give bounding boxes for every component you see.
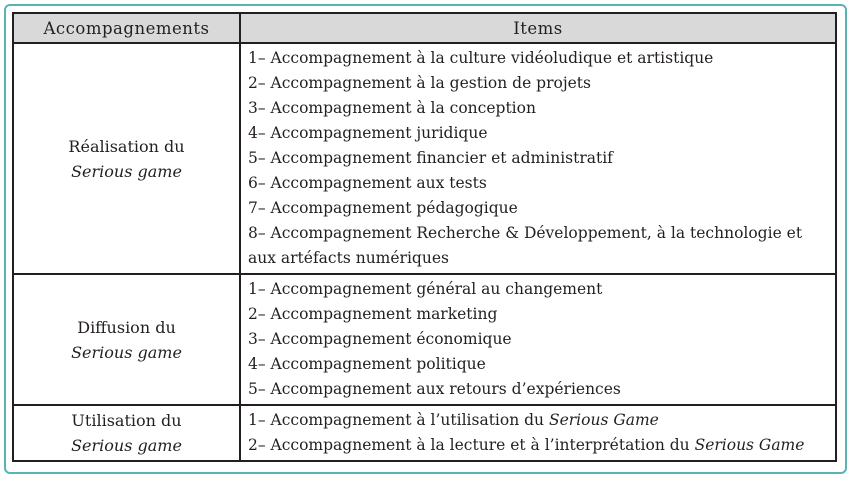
list-item: 3– Accompagnement économique: [248, 330, 512, 348]
list-item: 2– Accompagnement marketing: [248, 305, 498, 323]
category-diffusion: [13, 274, 240, 405]
category-subject: Serious game: [71, 161, 182, 181]
list-item: 7– Accompagnement pédagogique: [248, 199, 518, 217]
category-label: Diffusion du: [77, 317, 176, 337]
list-item: [248, 433, 829, 458]
list-item: 6– Accompagnement aux tests: [248, 174, 487, 192]
item-text: 1– Accompagnement à l’utilisation du: [248, 411, 549, 429]
category-label: Utilisation du: [71, 411, 182, 430]
items-diffusion: [240, 274, 836, 405]
list-item: 5– Accompagnement aux retours d’expériences: [248, 380, 621, 398]
item-italic: Serious Game: [548, 411, 659, 429]
items-realisation: [240, 43, 836, 274]
header-accompagnements: Accompagnements: [13, 13, 240, 43]
list-item: 4– Accompagnement politique: [248, 355, 486, 373]
item-italic: Serious Game: [694, 436, 805, 454]
list-item: 4– Accompagnement juridique: [248, 124, 488, 142]
category-utilisation: [13, 405, 240, 461]
list-item: 8– Accompagnement Recherche & Développement, à la technologie et aux artéfacts numériques: [248, 224, 803, 267]
list-item: [248, 408, 829, 433]
list-item: 3– Accompagnement à la conception: [248, 99, 536, 117]
table-row-utilisation: [13, 405, 836, 461]
category-label: Réalisation du: [68, 136, 185, 156]
table-row-diffusion: [13, 274, 836, 405]
category-subject: Serious game: [71, 342, 182, 362]
list-item: 1– Accompagnement à la culture vidéoludique et artistique: [248, 49, 714, 67]
item-text: 2– Accompagnement à la lecture et à l’interprétation du: [248, 436, 695, 454]
table-header-row: [13, 13, 836, 43]
list-item: 5– Accompagnement financier et administratif: [248, 149, 613, 167]
category-realisation: [13, 43, 240, 274]
category-subject: Serious game: [71, 436, 182, 455]
list-item: 2– Accompagnement à la gestion de projets: [248, 74, 591, 92]
accompagnements-table: [12, 12, 837, 462]
table-row-realisation: [13, 43, 836, 274]
list-item: 1– Accompagnement général au changement: [248, 280, 603, 298]
header-items: Items: [240, 13, 836, 43]
items-utilisation: [240, 405, 836, 461]
